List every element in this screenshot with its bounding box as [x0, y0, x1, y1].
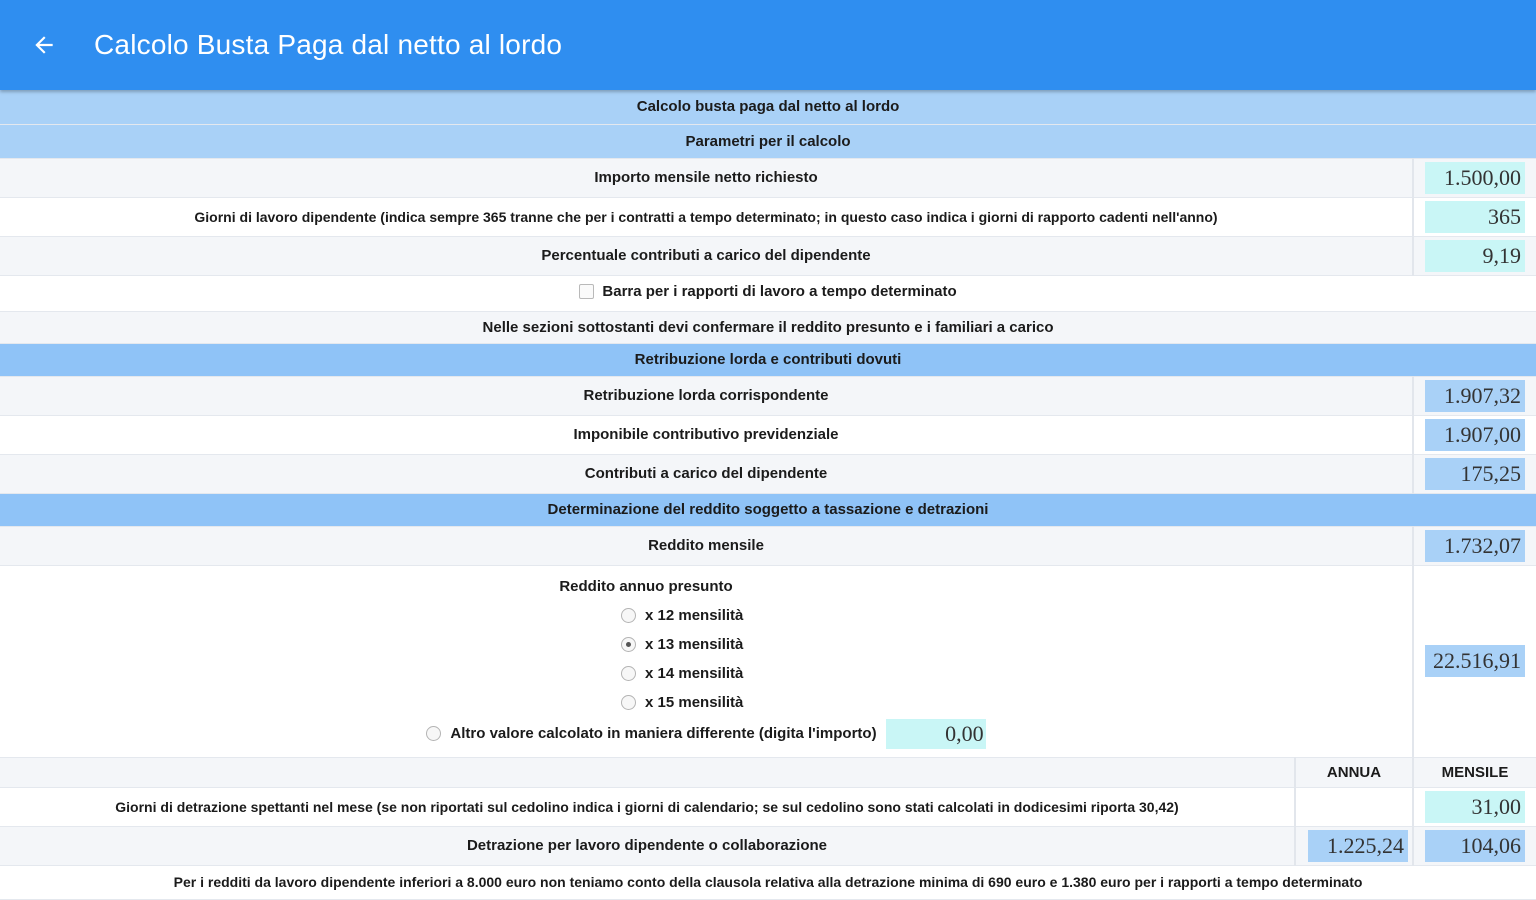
- deduction-days-row: [0, 787, 1536, 826]
- back-button[interactable]: [24, 25, 64, 65]
- deduction-monthly-value: 104,06: [1425, 830, 1525, 862]
- deduction-annual-value: 1.225,24: [1308, 830, 1408, 862]
- contrib-pct-input[interactable]: 9,19: [1425, 240, 1525, 272]
- low-income-note-row: [0, 865, 1536, 899]
- radio-label: x 14 mensilità: [645, 664, 744, 682]
- work-days-label: Giorni di lavoro dipendente (indica sempre 365 tranne che per i contratti a tempo determinato; in questo caso indica i giorni di rapporto cadenti nell'anno): [0, 197, 1413, 236]
- monthly-income-row: [0, 526, 1536, 565]
- calc-table: [0, 90, 1536, 900]
- taxable-heading: Determinazione del reddito soggetto a tassazione e detrazioni: [0, 493, 1536, 526]
- contrib-base-value: 1.907,00: [1425, 419, 1525, 451]
- deduction-days-label: Giorni di detrazione spettanti nel mese (se non riportati sul cedolino indica i giorni di calendario; se sul cedolino sono stati calcolati in dodicesimi riporta 30,42): [0, 787, 1295, 826]
- net-amount-row: [0, 158, 1536, 197]
- confirm-note: Nelle sezioni sottostanti devi confermare il reddito presunto e i familiari a carico: [0, 311, 1536, 343]
- radio-option-other[interactable]: [0, 717, 1412, 751]
- radio-label: x 13 mensilità: [645, 635, 744, 653]
- contrib-base-row: [0, 415, 1536, 454]
- confirm-note-row: [0, 311, 1536, 343]
- gross-pay-label: Retribuzione lorda corrispondente: [0, 376, 1413, 415]
- radio-dot[interactable]: [621, 695, 636, 710]
- radio-option-12[interactable]: [0, 601, 1412, 630]
- net-amount-label: Importo mensile netto richiesto: [0, 158, 1413, 197]
- params-heading: Parametri per il calcolo: [0, 124, 1536, 158]
- employee-contrib-value: 175,25: [1425, 458, 1525, 490]
- col-monthly-header: MENSILE: [1413, 757, 1536, 787]
- fixed-term-label: Barra per i rapporti di lavoro a tempo determinato: [602, 283, 957, 300]
- radio-dot[interactable]: [621, 666, 636, 681]
- arrow-left-icon: [31, 32, 57, 58]
- fixed-term-option[interactable]: [579, 283, 956, 300]
- monthly-income-value: 1.732,07: [1425, 530, 1525, 562]
- radio-option-15[interactable]: [0, 688, 1412, 717]
- deduction-row: [0, 826, 1536, 865]
- contrib-base-label: Imponibile contributivo previdenziale: [0, 415, 1413, 454]
- monthly-income-label: Reddito mensile: [0, 526, 1413, 565]
- radio-option-13[interactable]: [0, 630, 1412, 659]
- work-days-row: [0, 197, 1536, 236]
- deduction-label: Detrazione per lavoro dipendente o collaborazione: [0, 826, 1295, 865]
- gross-heading: Retribuzione lorda e contributi dovuti: [0, 343, 1536, 376]
- deduction-days-input[interactable]: 31,00: [1425, 791, 1525, 823]
- form-title: Calcolo busta paga dal netto al lordo: [0, 90, 1536, 124]
- annual-income-row: [0, 565, 1536, 757]
- gross-pay-value: 1.907,32: [1425, 380, 1525, 412]
- contrib-pct-label: Percentuale contributi a carico del dipendente: [0, 236, 1413, 275]
- radio-dot[interactable]: [426, 726, 441, 741]
- column-headers-row: [0, 757, 1536, 787]
- calculator-form: [0, 90, 1536, 900]
- employee-contrib-label: Contributi a carico del dipendente: [0, 454, 1413, 493]
- net-amount-input[interactable]: 1.500,00: [1425, 162, 1525, 194]
- low-income-note: Per i redditi da lavoro dipendente inferiori a 8.000 euro non teniamo conto della clausola relativa alla detrazione minima di 690 euro e 1.380 euro per i rapporti a tempo determinato: [0, 865, 1536, 899]
- annual-income-title: Reddito annuo presunto: [559, 577, 733, 595]
- radio-option-14[interactable]: [0, 659, 1412, 688]
- gross-pay-row: [0, 376, 1536, 415]
- radio-dot-selected[interactable]: [621, 637, 636, 652]
- other-value-input[interactable]: 0,00: [886, 719, 986, 749]
- radio-label: x 12 mensilità: [645, 606, 744, 624]
- radio-label: x 15 mensilità: [645, 693, 744, 711]
- fixed-term-row: [0, 275, 1536, 311]
- app-bar: [0, 0, 1536, 90]
- col-annual-header: ANNUA: [1295, 757, 1413, 787]
- annual-income-value: 22.516,91: [1425, 645, 1525, 677]
- contrib-pct-row: [0, 236, 1536, 275]
- work-days-input[interactable]: 365: [1425, 201, 1525, 233]
- radio-dot[interactable]: [621, 608, 636, 623]
- employee-contrib-row: [0, 454, 1536, 493]
- other-value-label: Altro valore calcolato in maniera differente (digita l'importo): [450, 725, 877, 742]
- annual-income-options: [0, 566, 1412, 757]
- page-title: Calcolo Busta Paga dal netto al lordo: [94, 29, 563, 60]
- fixed-term-checkbox[interactable]: [579, 284, 594, 299]
